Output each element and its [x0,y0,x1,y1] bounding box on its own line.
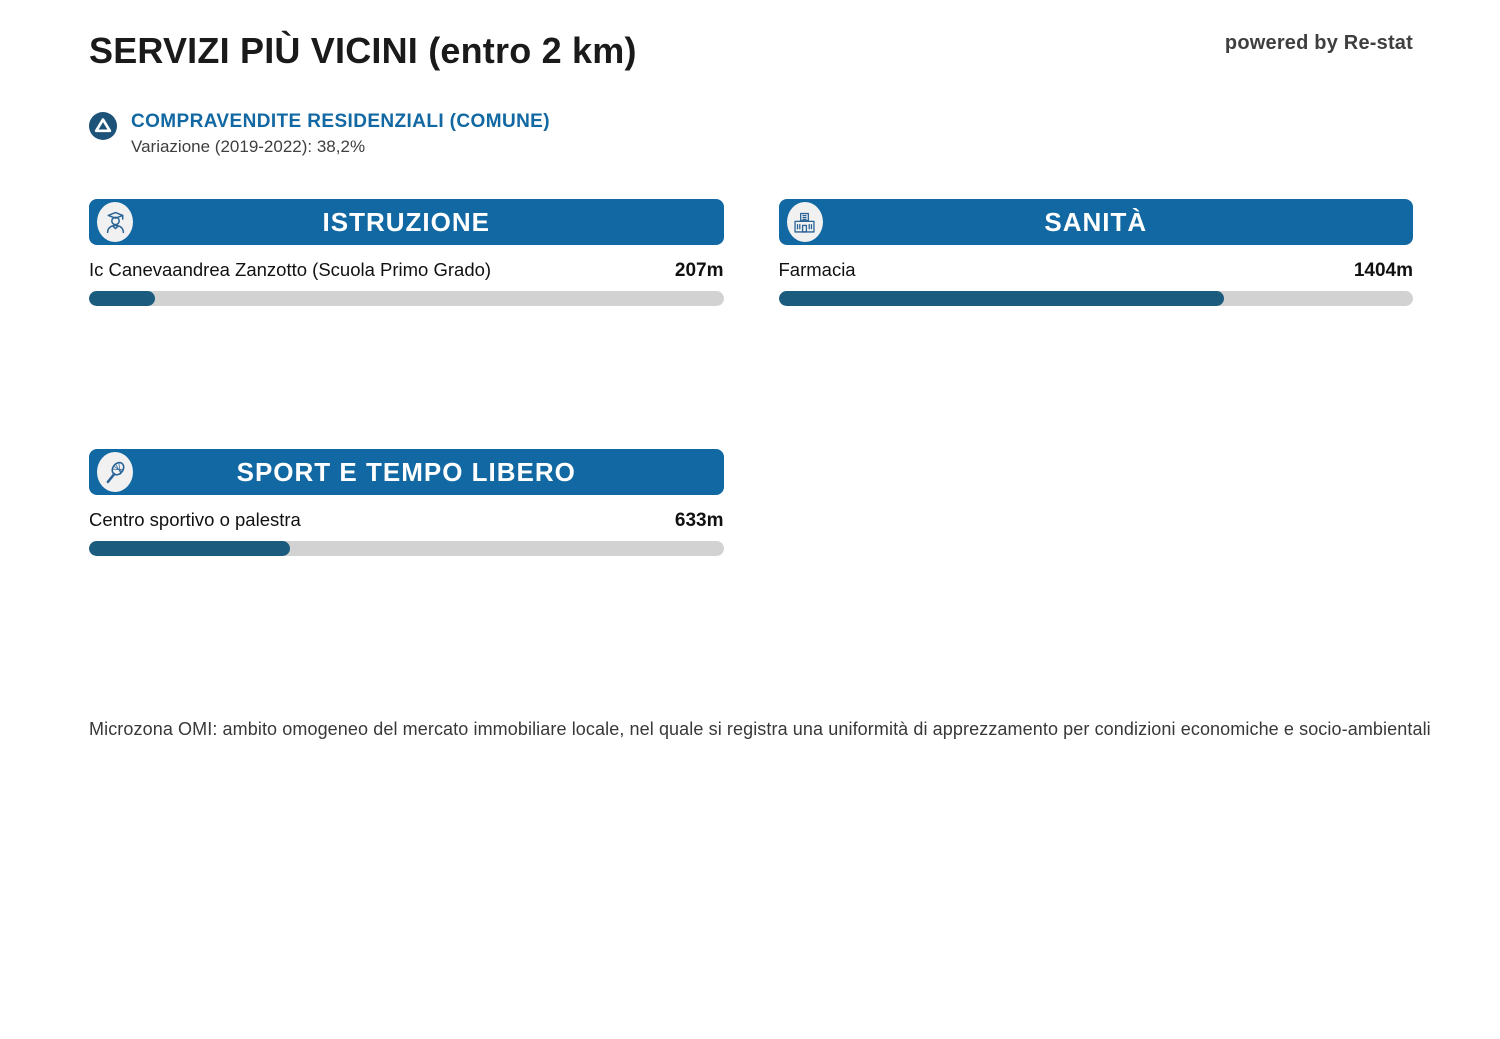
distance-bar-track [779,291,1414,306]
footnote: Microzona OMI: ambito omogeneo del mercato immobiliare locale, nel quale si registra una uniformità di apprezzamento per condizioni economiche e socio-ambientali [89,719,1431,739]
service-item [89,259,724,306]
service-item-row [89,509,724,532]
service-distance: 633m [674,510,724,531]
category-grid [89,199,1413,699]
distance-bar-track [89,541,724,556]
tennis-racket-icon [97,452,133,492]
distance-bar-fill [89,541,290,556]
page-title: SERVIZI PIÙ VICINI (entro 2 km) [89,30,637,71]
distance-bar-fill [89,291,155,306]
page-header [89,30,1413,72]
category-title: ISTRUZIONE [322,206,490,237]
service-distance: 207m [674,260,724,281]
service-label: Ic Canevaandrea Zanzotto (Scuola Primo Grado) [89,259,492,280]
category-card [89,199,724,449]
category-header [779,199,1414,245]
service-item-row [89,259,724,282]
service-item [779,259,1414,306]
summary-variation: Variazione (2019-2022): 38,2% [131,137,366,156]
service-item-row [779,259,1414,282]
distance-bar-track [89,291,724,306]
service-item [89,509,724,556]
summary-text [131,111,550,157]
service-label: Farmacia [778,259,856,280]
category-card [779,199,1414,449]
summary-section [89,111,1413,157]
category-body [779,245,1414,306]
category-title: SANITÀ [1044,206,1148,237]
service-label: Centro sportivo o palestra [89,509,301,530]
graduate-icon [97,202,133,242]
distance-bar-fill [779,291,1224,306]
category-header [89,199,724,245]
up-triangle-icon [89,112,117,140]
category-body [89,495,724,556]
powered-by-label: powered by Re-stat [1224,32,1413,54]
category-header [89,449,724,495]
category-card [89,449,724,699]
summary-link[interactable]: COMPRAVENDITE RESIDENZIALI (COMUNE) [131,111,550,132]
category-title: SPORT E TEMPO LIBERO [236,456,576,487]
service-distance: 1404m [1353,260,1413,281]
category-body [89,245,724,306]
hospital-icon [787,202,823,242]
